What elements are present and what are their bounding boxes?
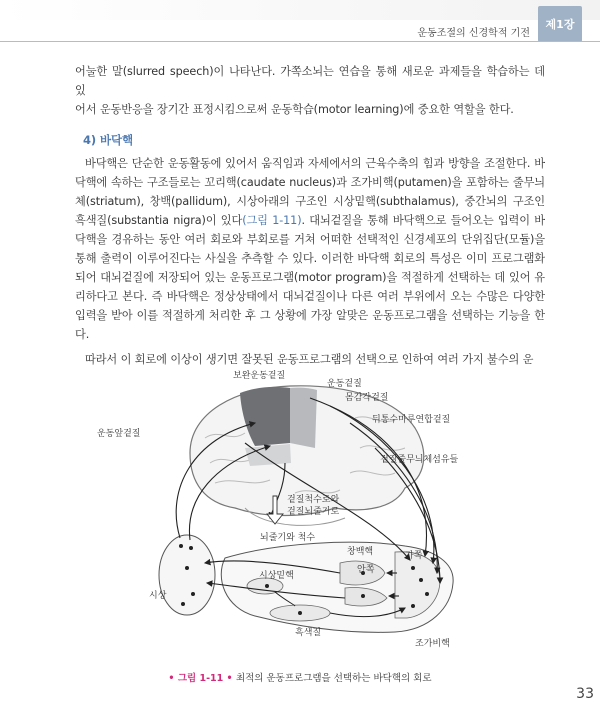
paragraph-circuit: 따라서 이 회로에 이상이 생기면 잘못된 운동프로그램의 선택으로 인하여 여러 가지 불수의 운 [85, 353, 534, 366]
paragraph-text: 바닥핵은 단순한 운동활동에 있어서 움직임과 자세에서의 근육수축의 힘과 방향을 조절한다. 바닥핵에 속하는 구조들로는 꼬리핵(caudate nucleus)과 조가비핵(putamen)을 포함하는 줄무늬체(striatum), 창백(pallidum), 시상아래의 구조인 시상밑핵(subthalamus), 중간뇌의 구조인 흑색질(substantia nigra)이 있다 [75, 157, 545, 227]
motor-cortex-area [290, 388, 317, 448]
label-putamen: 조가비핵 [415, 639, 450, 649]
paragraph-line: 어눌한 말(slurred speech)이 나타난다. 가쪽소뇌는 연습을 통해 새로운 과제들을 학습하는 데 있 [75, 65, 545, 97]
page-number: 33 [576, 686, 594, 702]
label-brainstem-spinal: 뇌줄기와 척수 [260, 533, 316, 543]
label-subthalamic: 시상밑핵 [259, 571, 294, 581]
basal-ganglia-figure [95, 368, 515, 664]
caption-bullet: • [223, 673, 236, 684]
page-header [0, 0, 600, 42]
label-premotor: 운동앞겉질 [97, 429, 141, 439]
label-thalamus: 시상 [149, 591, 167, 601]
figure-caption [0, 670, 600, 684]
chapter-tab: 제1장 [538, 6, 582, 42]
section-heading: 4) 바닥핵 [83, 133, 133, 147]
label-posterior-parietal: 뒤통수마루연합겉질 [372, 415, 451, 425]
header-band [0, 0, 600, 20]
paragraph-text: . 대뇌겉질을 통해 바닥핵으로 들어오는 입력이 바닥핵을 경유하는 동안 여러 회로와 부회로를 거쳐 어떠한 선택적인 신경세포의 단위집단(모듈)을 통해 출력이 이루어진다는 사실을 추측할 수 있다. 이러한 바닥핵 회로의 특성은 이미 프로그램화되어 대뇌겉질에 저장되어 있는 운동프로그램(motor program)을 적절하게 선택하는 데 있어 유리하다고 본다. 즉 바닥핵은 정상상태에서 대뇌겉질이나 다른 여러 부위에서 오는 수많은 다양한 입력을 받아 이를 적절하게 처리한 후 그 상황에 가장 알맞은 운동프로그램을 선택하는 기능을 한다. [75, 214, 545, 341]
figure-reference-link[interactable]: (그림 1-11) [242, 214, 302, 227]
label-motor-cortex: 운동겉질 [327, 379, 362, 389]
label-pallidum: 창백핵 [347, 547, 374, 557]
label-substantia-nigra: 흑색질 [295, 628, 322, 638]
paragraph-basal-ganglia [75, 154, 545, 344]
label-corticospinal-2: 겉질뇌줄기로 [287, 507, 340, 517]
caption-number: 그림 1-11 [177, 673, 224, 684]
caption-bullet: • [168, 673, 178, 684]
label-lateral: 가쪽 [405, 551, 423, 561]
thalamus-region [159, 535, 215, 615]
label-corticostriate: 겉질줄무늬체섬유들 [380, 455, 459, 465]
body-text [75, 62, 545, 369]
paragraph-line: 어서 운동반응을 장기간 표정시킴으로써 운동학습(motor learning)에 중요한 역할을 한다. [75, 103, 514, 116]
label-somatosensory: 몸감각겉질 [345, 393, 389, 403]
label-medial: 안쪽 [357, 565, 375, 575]
running-title: 운동조절의 신경학적 기전 [417, 28, 530, 39]
caption-text: 최적의 운동프로그램을 선택하는 바닥핵의 회로 [235, 673, 432, 684]
header-rule [0, 41, 600, 42]
label-supplementary-motor: 보완운동겉질 [233, 371, 286, 381]
label-corticospinal-1: 겉질척수로와 [287, 495, 340, 505]
